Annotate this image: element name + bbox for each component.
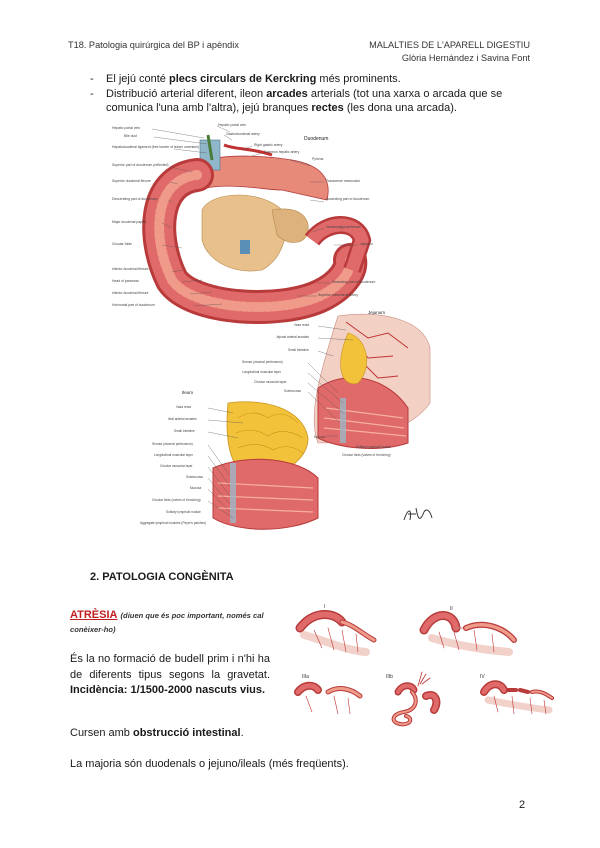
paragraph-text: És la no formació de budell prim i n'hi ha de diferents tipus segons la gravetat. <box>70 653 270 681</box>
ileum-label: Ileum <box>182 390 194 395</box>
anatomy-label: Circular folds (valves of Kerckring) <box>152 498 201 502</box>
atresia-note: (diuen que és poc important, només cal <box>120 611 264 620</box>
duodenum-illustration <box>112 120 434 320</box>
anatomy-label: Right gastric artery <box>254 143 283 147</box>
anatomy-label: Superior duodenal flexure <box>112 179 151 183</box>
anatomy-label: Longitudinal muscular layer <box>154 453 193 457</box>
section-title: 2. PATOLOGIA CONGÈNITA <box>90 571 234 583</box>
anatomy-label: Gastroduodenal artery <box>226 132 260 136</box>
anatomy-label: Circular muscular layer <box>254 380 287 384</box>
atresia-type-iiia-label: IIIa <box>302 674 309 680</box>
anatomy-label: Hepatic portal vein <box>218 123 247 127</box>
paragraph-symptoms <box>70 726 270 742</box>
paragraph-bold: obstrucció intestinal <box>132 727 241 739</box>
anatomy-label: Small intestine <box>288 348 309 352</box>
atresia-note-line2: conèixer-ho) <box>70 625 116 634</box>
paragraph-bold: Incidència: 1/1500-2000 nascuts vius. <box>70 684 266 696</box>
atresia-title: ATRÈSIA <box>70 609 118 621</box>
anatomy-label: Descending part of duodenum <box>112 197 158 201</box>
duodenum-label: Duodenum <box>304 136 329 142</box>
anatomy-label: Inferior duodenal flexure <box>112 267 149 271</box>
anatomy-label: Superior mesenteric artery <box>318 293 358 297</box>
bullet-bold: arcades <box>266 87 308 100</box>
anatomy-label: Horizontal part of duodenum <box>112 303 155 307</box>
bullet-text: Distribució arterial diferent, ileon <box>106 87 267 100</box>
bullet-text: arterials (tot una xarxa o arcada que se comunica l'una amb l'altra), jejú branques <box>106 87 503 115</box>
anatomy-label: Circular folds <box>112 242 132 246</box>
anatomy-label: Major duodenal papilla <box>112 220 147 224</box>
bullet-dash: - <box>90 73 94 85</box>
anatomy-label: Hepatic portal vein <box>112 126 141 130</box>
anatomy-label: Transverse mesocolon <box>326 179 361 183</box>
anatomy-label: Circular muscular layer <box>160 464 193 468</box>
anatomy-label: Hepatoduodenal ligament (free border of lesser omentum) <box>112 145 200 149</box>
anatomy-label: Bile duct <box>124 134 138 138</box>
page-number: 2 <box>519 799 526 811</box>
anatomy-label: Serosa (visceral peritoneum) <box>242 360 283 364</box>
anatomy-label: Submucosa <box>284 389 301 393</box>
anatomy-label: Circular folds (valves of Kerckring) <box>342 453 391 457</box>
anatomy-label: Pylorus <box>312 157 324 161</box>
anatomy-label: Common hepatic artery <box>264 150 300 154</box>
anatomy-label: Ileal arterial arcades <box>168 417 197 421</box>
anatomy-label: Mucosa <box>190 486 202 490</box>
bullet-list <box>90 72 530 116</box>
paragraph-text: . <box>240 727 244 739</box>
anatomy-label: Head of pancreas <box>112 279 139 283</box>
bullet-bold: plecs circulars de Kerckring <box>168 73 317 85</box>
anatomy-label: Submucosa <box>186 475 203 479</box>
atresia-heading <box>70 609 264 621</box>
anatomy-label: Superior part of duodenum (reflected) <box>112 163 169 167</box>
jejunum-label: Jejunum <box>368 310 386 315</box>
anatomy-label: Ascending part of duodenum <box>332 280 376 284</box>
anatomy-label: Jejunal arterial arcades <box>276 335 309 339</box>
anatomy-label: Aggregate lymphoid nodules (Peyer's patches) <box>140 521 206 525</box>
atresia-type-iiib-label: IIIb <box>386 674 393 680</box>
anatomy-label: Solitary lymphoid nodule <box>356 445 391 449</box>
anatomy-label: Mucosa <box>314 435 326 439</box>
bullet-text: (les dona una arcada). <box>343 102 457 115</box>
anatomy-label: Ascending part of duodenum <box>326 197 370 201</box>
anatomy-label: Serosa (visceral peritoneum) <box>152 442 193 446</box>
bullet-item <box>90 72 530 87</box>
anatomy-label: Inferior duodenal flexure <box>112 291 149 295</box>
bullet-item <box>90 87 530 116</box>
artist-signature-icon <box>400 500 436 530</box>
anatomy-label: Longitudinal muscular layer <box>242 370 281 374</box>
header-subject: MALALTIES DE L'APARELL DIGESTIU <box>369 40 530 50</box>
bullet-bold: rectes <box>311 102 344 115</box>
anatomy-label: Duodenojejunal flexure <box>326 225 361 229</box>
paragraph-text: Cursen amb <box>70 727 133 739</box>
atresia-type-ii-label: II <box>450 606 453 612</box>
atresia-types-illustration <box>294 600 556 730</box>
paragraph-location: La majoria són duodenals o jejuno/ileals (més freqüents). <box>70 758 349 770</box>
bullet-text: El jejú conté <box>106 73 169 85</box>
anatomy-label: Solitary lymphoid nodule <box>166 510 201 514</box>
atresia-type-i-label: I <box>324 604 326 610</box>
anatomy-label: Vasa recta <box>176 405 191 409</box>
paragraph-definition <box>70 652 270 699</box>
anatomy-label: Vasa recta <box>294 323 309 327</box>
jejunum-ileum-illustration <box>140 308 430 538</box>
bullet-dash: - <box>90 87 94 100</box>
header-chapter: T18. Patologia quirúrgica del BP i apèndix <box>68 40 239 50</box>
anatomy-label: Jejunum <box>360 242 373 246</box>
atresia-type-iv-label: IV <box>480 674 485 680</box>
bullet-text: més prominents. <box>316 73 401 85</box>
anatomy-label: Small intestine <box>174 429 195 433</box>
header-authors: Glòria Hernández i Savina Font <box>401 53 530 63</box>
